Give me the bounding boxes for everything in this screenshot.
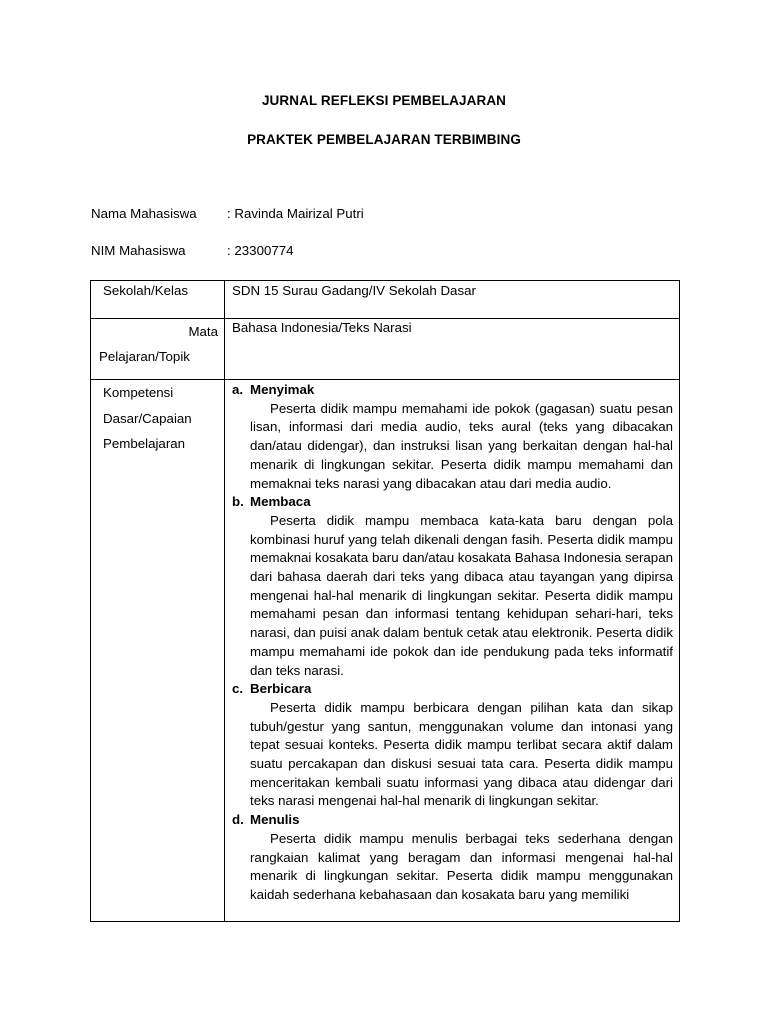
- subject-value: Bahasa Indonesia/Teks Narasi: [232, 320, 412, 335]
- subject-value-cell: [225, 319, 680, 380]
- competency-label-line-1: Kompetensi: [103, 385, 174, 400]
- subject-label-line-1: Mata: [188, 324, 218, 339]
- section-heading-text: Membaca: [250, 494, 311, 510]
- competency-label-line-2: Dasar/Capaian: [103, 410, 192, 426]
- student-name-value: : Ravinda Mairizal Putri: [227, 206, 364, 221]
- section-marker: d.: [232, 812, 244, 828]
- section-heading-text: Menulis: [250, 812, 300, 828]
- section-menulis: [232, 811, 673, 905]
- section-heading: [232, 680, 673, 699]
- school-value-cell: [225, 281, 680, 319]
- school-label-cell: [91, 281, 225, 319]
- student-nim-label: NIM Mahasiswa: [91, 243, 186, 258]
- section-marker: b.: [232, 494, 244, 510]
- subject-label-line-2: Pelajaran/Topik: [99, 349, 190, 364]
- section-menyimak: [232, 381, 673, 493]
- table-row-subject: [91, 319, 680, 380]
- section-heading-text: Berbicara: [250, 681, 312, 697]
- document-title: JURNAL REFLEKSI PEMBELAJARAN: [261, 93, 507, 108]
- section-marker: c.: [232, 681, 244, 697]
- section-text: Peserta didik mampu membaca kata-kata baru dengan pola kombinasi huruf yang telah dikenali dengan fasih. Peserta didik mampu memaknai kosakata baru dan/atau kosakata Bahasa Indonesia serapan dari bahasa daerah dari teks yang dibaca atau tayangan yang dipirsa mengenai hal-hal menarik di lingkungan sekitar. Peserta didik mampu memahami pesan dan informasi tentang kehidupan sehari-hari, teks narasi, dan puisi anak dalam bentuk cetak atau elektronik. Peserta didik mampu memahami ide pokok dan ide pendukung pada teks informatif dan teks narasi.: [250, 512, 673, 678]
- competency-label-line-3: Pembelajaran: [103, 436, 186, 451]
- section-heading-text: Menyimak: [250, 382, 315, 397]
- section-text: Peserta didik mampu menulis berbagai teks sederhana dengan rangkaian kalimat yang beragam dan informasi mengenai hal-hal menarik di lingkungan sekitar. Peserta didik mampu menggunakan kaidah sederhana kebahasaan dan kosakata baru yang memiliki: [250, 830, 673, 902]
- competency-value-cell: [225, 380, 680, 922]
- section-heading: [232, 381, 673, 400]
- student-nim-value: : 23300774: [227, 243, 294, 258]
- school-value: SDN 15 Surau Gadang/IV Sekolah Dasar: [232, 283, 476, 298]
- school-label: Sekolah/Kelas: [103, 283, 189, 298]
- section-text: Peserta didik mampu berbicara dengan pilihan kata dan sikap tubuh/gestur yang santun, menggunakan volume dan intonasi yang tepat sesuai konteks. Peserta didik mampu terlibat secara aktif dalam suatu percakapan dan diskusi sesuai tata cara. Peserta didik mampu menceritakan kembali suatu informasi yang dibaca atau didengar dari teks narasi mengenai hal-hal menarik di lingkungan sekitar.: [250, 699, 673, 809]
- section-heading: [232, 811, 673, 830]
- section-berbicara: [232, 680, 673, 811]
- table-row-competency: [91, 380, 680, 922]
- document-subtitle: PRAKTEK PEMBELAJARAN TERBIMBING: [247, 132, 521, 147]
- section-heading: [232, 493, 673, 512]
- competency-label-cell: [91, 380, 225, 922]
- section-marker: a.: [232, 382, 244, 397]
- subject-label: [91, 319, 224, 369]
- journal-table: [90, 280, 680, 922]
- subject-label-cell: [91, 319, 225, 380]
- competency-sections: [225, 380, 679, 905]
- table-row-school: [91, 281, 680, 319]
- section-text: Peserta didik mampu memahami ide pokok (gagasan) suatu pesan lisan, informasi dari media audio, teks aural (teks yang dibacakan dan/atau didengar), dan instruksi lisan yang berkaitan dengan hal-hal menarik di lingkungan sekitar. Peserta didik mampu memahami dan memaknai teks narasi yang dibacakan atau dari media audio.: [250, 400, 673, 491]
- competency-label: [91, 380, 224, 457]
- section-membaca: [232, 493, 673, 680]
- student-name-label: Nama Mahasiswa: [91, 206, 197, 221]
